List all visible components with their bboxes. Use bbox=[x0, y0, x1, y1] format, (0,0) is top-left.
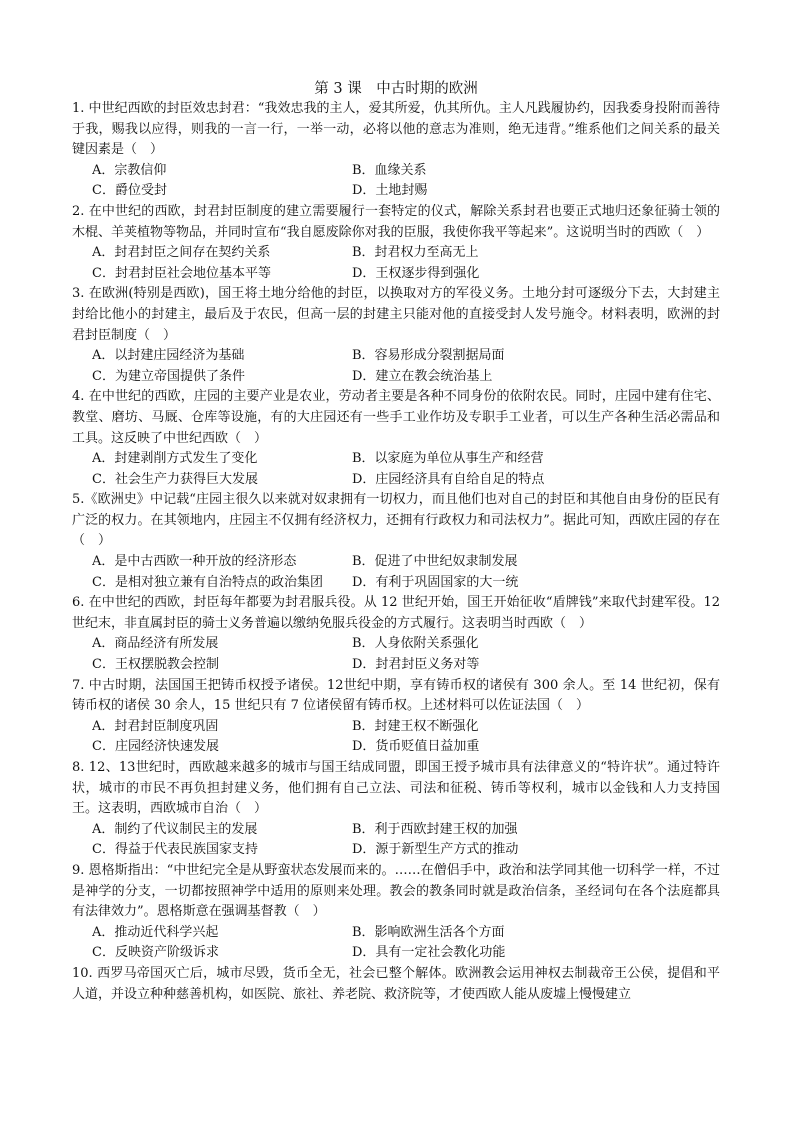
option-a: A．封君封臣制度巩固 bbox=[92, 718, 219, 734]
option-c: C．得益于代表民族国家支持 bbox=[92, 842, 258, 858]
question-3 bbox=[72, 284, 720, 387]
option-c: C．爵位受封 bbox=[92, 183, 167, 199]
option-c: C．王权摆脱教会控制 bbox=[92, 657, 219, 673]
question-stem: 10. 西罗马帝国灭亡后，城市尽毁，货币全无，社会已整个解体。欧洲教会运用神权去制裁帝王公侯，提倡和平人道，并设立种种慈善机构，如医院、旅社、养老院、救济院等，才使西欧人能从废墟上慢慢建立 bbox=[72, 965, 720, 1002]
option-b: B．封建王权不断强化 bbox=[352, 718, 479, 734]
option-b: B．人身依附关系强化 bbox=[352, 636, 479, 652]
option-b: B．封君权力至高无上 bbox=[352, 245, 479, 261]
option-b: B．以家庭为单位从事生产和经营 bbox=[352, 451, 544, 467]
option-b: B．容易形成分裂割据局面 bbox=[352, 348, 505, 364]
option-b: B．促进了中世纪奴隶制发展 bbox=[352, 554, 518, 570]
question-9 bbox=[72, 861, 720, 964]
question-stem: 7. 中古时期，法国国王把铸币权授予诸侯。12世纪中期，享有铸币权的诸侯有 300 余人。至 14 世纪初，保有铸币权的诸侯 30 余人，15 世纪只有 7 位诸侯留有铸币权。上述材料可以佐证法国（ ） bbox=[72, 677, 720, 714]
option-b: B．血缘关系 bbox=[352, 162, 427, 178]
option-d: D．货币贬值日益加重 bbox=[352, 739, 480, 755]
option-a: A．是中古西欧一种开放的经济形态 bbox=[92, 554, 297, 570]
option-list bbox=[72, 717, 720, 758]
question-stem: 4. 在中世纪的西欧，庄园的主要产业是农业，劳动者主要是各种不同身份的依附农民。同时，庄园中建有住宅、教堂、磨坊、马厩、仓库等设施，有的大庄园还有一些手工业作坊及专职手工业者，可以生产各种生活必需品和工具。这反映了中世纪西欧（ ） bbox=[72, 389, 720, 446]
option-d: D．王权逐步得到强化 bbox=[352, 265, 480, 281]
option-b: B．利于西欧封建王权的加强 bbox=[352, 821, 518, 837]
option-d: D．庄园经济具有自给自足的特点 bbox=[352, 471, 545, 487]
option-list bbox=[72, 449, 720, 490]
question-4 bbox=[72, 387, 720, 490]
question-stem: 8. 12、13世纪时，西欧越来越多的城市与国王结成同盟，即国王授予城市具有法律意义的“特许状”。通过特许状，城市的市民不再负担封建义务，他们拥有自己立法、司法和征税、铸币等权利，城市以金钱和人力支持国王。这表明，西欧城市自治（ ） bbox=[72, 760, 720, 817]
option-b: B．影响欧洲生活各个方面 bbox=[352, 924, 505, 940]
option-d: D．建立在教会统治基上 bbox=[352, 368, 493, 384]
question-stem: 2. 在中世纪的西欧，封君封臣制度的建立需要履行一套特定的仪式，解除关系封君也要正式地归还象征骑士领的木棍、羊荚植物等物品，并同时宣布“我自愿废除你对我的臣服，我使你我平等起来”。这说明当时的西欧（ ） bbox=[72, 203, 720, 240]
option-a: A．推动近代科学兴起 bbox=[92, 924, 219, 940]
option-a: A．制约了代议制民主的发展 bbox=[92, 821, 258, 837]
option-c: C．社会生产力获得巨大发展 bbox=[92, 471, 258, 487]
option-c: C．是相对独立兼有自治特点的政治集团 bbox=[92, 574, 323, 590]
question-stem: 3. 在欧洲(特别是西欧)，国王将土地分给他的封臣，以换取对方的军役义务。土地分封可逐级分下去，大封建主封给比他小的封建主，最后及于农民，但高一层的封建主只能对他的直接受封人发号施令。材料表明，欧洲的封君封臣制度（ ） bbox=[72, 286, 720, 343]
question-2 bbox=[72, 202, 720, 284]
option-d: D．封君封臣义务对等 bbox=[352, 657, 480, 673]
option-list bbox=[72, 552, 720, 593]
question-stem: 1. 中世纪西欧的封臣效忠封君：“我效忠我的主人，爱其所爱，仇其所仇。主人凡践履协约，因我委身投附而善待于我，赐我以应得，则我的一言一行，一举一动，必将以他的意志为准则，绝无违背。”维系他们之间关系的最关键因素是（ ） bbox=[72, 101, 720, 158]
option-list bbox=[72, 161, 720, 202]
option-list bbox=[72, 243, 720, 284]
question-1 bbox=[72, 99, 720, 202]
option-a: A．以封建庄园经济为基础 bbox=[92, 348, 245, 364]
option-a: A．封建剥削方式发生了变化 bbox=[92, 451, 258, 467]
question-stem: 5.《欧洲史》中记载“庄园主很久以来就对奴隶拥有一切权力，而且他们也对自己的封臣和其他自由身份的臣民有广泛的权力。在其领地内，庄园主不仅拥有经济权力，还拥有行政权力和司法权力”。据此可知，西欧庄园的存在（ ） bbox=[72, 492, 720, 549]
question-7 bbox=[72, 676, 720, 758]
option-d: D．有利于巩固国家的大一统 bbox=[352, 574, 519, 590]
option-list bbox=[72, 634, 720, 675]
option-d: D．土地封赐 bbox=[352, 183, 428, 199]
option-c: C．庄园经济快速发展 bbox=[92, 739, 219, 755]
question-stem: 6. 在中世纪的西欧，封臣每年都要为封君服兵役。从 12 世纪开始，国王开始征收“盾牌钱”来取代封建军役。12 世纪末，非直属封臣的骑士义务普遍以缴纳免服兵役金的方式履行。这表明当时西欧（ ） bbox=[72, 595, 720, 631]
option-c: C．反映资产阶级诉求 bbox=[92, 945, 219, 961]
option-list bbox=[72, 923, 720, 964]
option-d: D．源于新型生产方式的推动 bbox=[352, 842, 519, 858]
question-6 bbox=[72, 593, 720, 675]
question-5 bbox=[72, 490, 720, 593]
worksheet-page bbox=[72, 80, 720, 1005]
option-a: A．商品经济有所发展 bbox=[92, 636, 219, 652]
page-title: 第 3 课 中古时期的欧洲 bbox=[314, 81, 478, 97]
question-10 bbox=[72, 964, 720, 1005]
question-8 bbox=[72, 758, 720, 861]
question-stem: 9. 恩格斯指出：“中世纪完全是从野蛮状态发展而来的。……在僧侣手中，政治和法学同其他一切科学一样，不过是神学的分支，一切都按照神学中适用的原则来处理。教会的教条同时就是政治信条，圣经词句在各个法庭都具有法律效力”。恩格斯意在强调基督教（ ） bbox=[72, 862, 720, 920]
option-list bbox=[72, 346, 720, 387]
option-a: A．宗教信仰 bbox=[92, 162, 167, 178]
option-c: C．封君封臣社会地位基本平等 bbox=[92, 265, 271, 281]
option-c: C．为建立帝国提供了条件 bbox=[92, 368, 245, 384]
option-d: D．具有一定社会教化功能 bbox=[352, 945, 506, 961]
option-list bbox=[72, 820, 720, 861]
option-a: A．封君封臣之间存在契约关系 bbox=[92, 245, 271, 261]
